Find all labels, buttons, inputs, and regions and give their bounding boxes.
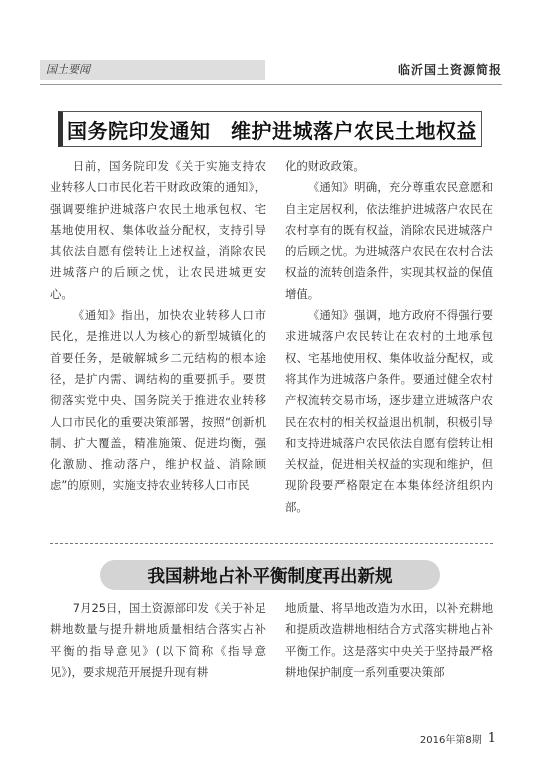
article2-paragraph: 7月25日，国土资源部印发《关于补足耕地数量与提升耕地质量相结合落实占补平衡的指导意见》(以下简称《指导意见》)，要求规范开展提升现有耕 [50,601,266,679]
issue-label: 2016年第8期 [419,735,482,746]
article2-paragraph: 地质量、将旱地改造为水田，以补充耕地和提质改造耕地相结合方式落实耕地占补平衡工作。这是落实中央关于坚持最严格耕地保护制度一系列重要决策部 [285,601,493,679]
publication-name: 临沂国土资源简报 [397,63,502,77]
header-rule [40,84,502,85]
article1-paragraph: 《通知》明确，充分尊重农民意愿和自主定居权利，依法维护进城落户农民在农村享有的既有权益，消除农民进城落户的后顾之忧。为进城落户农民在农村合法权益的流转创造条件，实现其权益的保值增值。 [285,180,493,301]
article1-right-column [285,156,493,518]
page-header [40,60,502,82]
article2-left-column [50,598,266,683]
article1-continuation: 化的财政政策。 [285,159,365,173]
section-label: 国土要闻 [40,60,265,80]
article2-right-column [285,598,493,683]
article2-title: 我国耕地占补平衡制度再出新规 [100,560,440,590]
article1-paragraph: 日前，国务院印发《关于实施支持农业转移人口市民化若干财政政策的通知》，强调要维护进城落户农民土地承包权、宅基地使用权、集体收益分配权，支持引导其依法自愿有偿转让上述权益，消除农民进城落户的后顾之忧，让农民进城更安心。 [50,159,266,301]
article1-title-box [58,111,482,147]
page-number: 1 [487,731,496,746]
section-divider [50,543,493,544]
article1-paragraph: 《通知》强调，地方政府不得强行要求进城落户农民转让在农村的土地承包权、宅基地使用权、集体收益分配权，或将其作为进城落户条件。要通过健全农村产权流转交易市场，逐步建立进城落户农民在农村的相关权益退出机制，积极引导和支持进城落户农民依法自愿有偿转让相关权益，促进相关权益的实现和维护，但现阶段要严格限定在本集体经济组织内部。 [285,308,493,514]
article1-paragraph: 《通知》指出，加快农业转移人口市民化，是推进以人为核心的新型城镇化的首要任务，是破解城乡二元结构的根本途径，是扩内需、调结构的重要抓手。要贯彻落实党中央、国务院关于推进农业转移人口市民化的重要决策部署，按照“创新机制、扩大覆盖，精准施策、促进均衡，强化激励、推动落户，维护权益、消除顾虑”的原则，实施支持农业转移人口市民 [50,308,266,493]
page-footer [420,731,496,746]
article1-left-column [50,156,266,497]
article1-title: 国务院印发通知 维护进城落户农民土地权益 [67,118,477,143]
